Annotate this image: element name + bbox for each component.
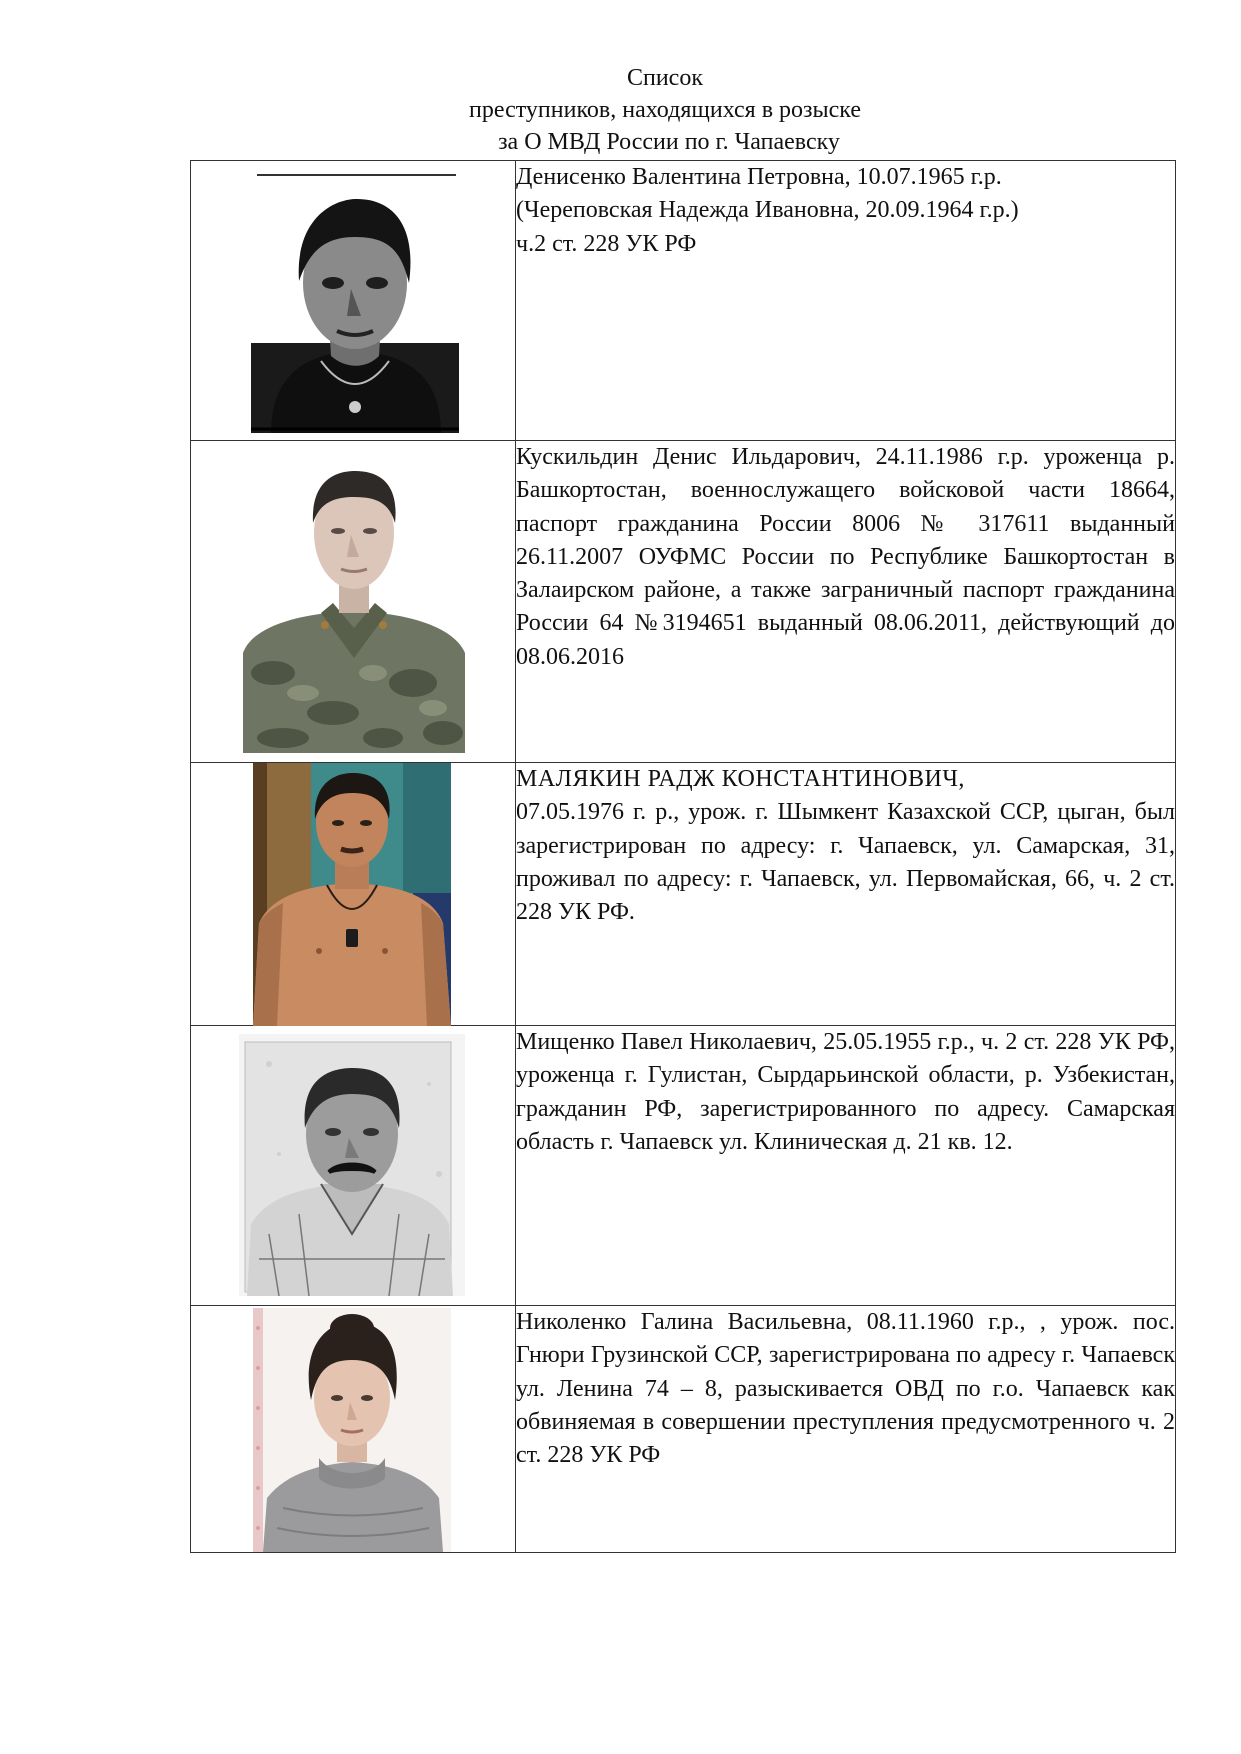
table-row	[191, 1026, 1176, 1306]
title-line-3: за О МВД России по г. Чапаевску	[498, 129, 840, 155]
text-cell	[516, 763, 1176, 1026]
person-article-line: ч.2 ст. 228 УК РФ	[516, 230, 697, 257]
table-row	[191, 1306, 1176, 1553]
portrait-man-shirtless-image	[253, 763, 451, 1026]
photo-cell	[191, 1306, 516, 1553]
person-name-line: МАЛЯКИН РАДЖ КОНСТАНТИНОВИЧ,	[516, 766, 965, 792]
person-alias-line: (Череповская Надежда Ивановна, 20.09.1964 г.р.)	[516, 197, 1019, 224]
portrait-woman-color-image	[253, 1308, 451, 1552]
table-row	[191, 441, 1176, 763]
portrait-man-military-image	[243, 453, 465, 753]
photo-cell	[191, 161, 516, 441]
text-cell	[516, 1306, 1176, 1553]
text-cell	[516, 441, 1176, 763]
wanted-list-table	[190, 160, 1176, 1553]
person-name-line: Денисенко Валентина Петровна, 10.07.1965 г.р.	[516, 164, 1002, 190]
person-record-text: Николенко Галина Васильевна, 08.11.1960 г.р., , урож. пос. Гнюри Грузинской ССР, зарегистрирована по адресу г. Чапаевск ул. Ленина 74 – 8, разыскивается ОВД по г.о. Чапаевск как обвиняемая в совершении преступления предусмотренного ч. 2 ст. 228 УК РФ	[516, 1309, 1175, 1469]
photo-cell	[191, 763, 516, 1026]
photo-cell	[191, 441, 516, 763]
portrait-man-mustache-bw-image	[239, 1034, 465, 1296]
title-line-1: Список	[626, 65, 703, 91]
text-cell	[516, 1026, 1176, 1306]
table-row	[191, 763, 1176, 1026]
text-cell	[516, 161, 1176, 441]
person-record-text: Мищенко Павел Николаевич, 25.05.1955 г.р., ч. 2 ст. 228 УК РФ, уроженца г. Гулистан, Сырдарьинской области, р. Узбекистан, гражданин РФ, зарегистрированного по адресу. Самарская область г. Чапаевск ул. Клиническая д. 21 кв. 12.	[516, 1029, 1175, 1155]
person-record-text	[516, 763, 1175, 929]
person-record-text: Кускильдин Денис Ильдарович, 24.11.1986 г.р. уроженца р. Башкортостан, военнослужащего войсковой части 18664, паспорт гражданина России 8006 № 317611 выданный 26.11.2007 ОУФМС России по Республике Башкортостан в Залаирском районе, а также заграничный паспорт гражданина России 64 №3194651 выданный 08.06.2011, действующий до 08.06.2016	[516, 444, 1175, 670]
person-details: 07.05.1976 г. р., урож. г. Шымкент Казахской ССР, цыган, был зарегистрирован по адресу: г. Чапаевск, ул. Самарская, 31, проживал по адресу: г. Чапаевск, ул. Первомайская, 66, ч. 2 ст. 228 УК РФ.	[516, 799, 1175, 926]
table-row	[191, 161, 1176, 441]
title-line-2: преступников, находящихся в розыске	[469, 97, 861, 123]
document-title	[0, 62, 1241, 158]
photo-cell	[191, 1026, 516, 1306]
portrait-woman-bw-image	[251, 171, 459, 433]
person-record-text	[516, 161, 1175, 261]
